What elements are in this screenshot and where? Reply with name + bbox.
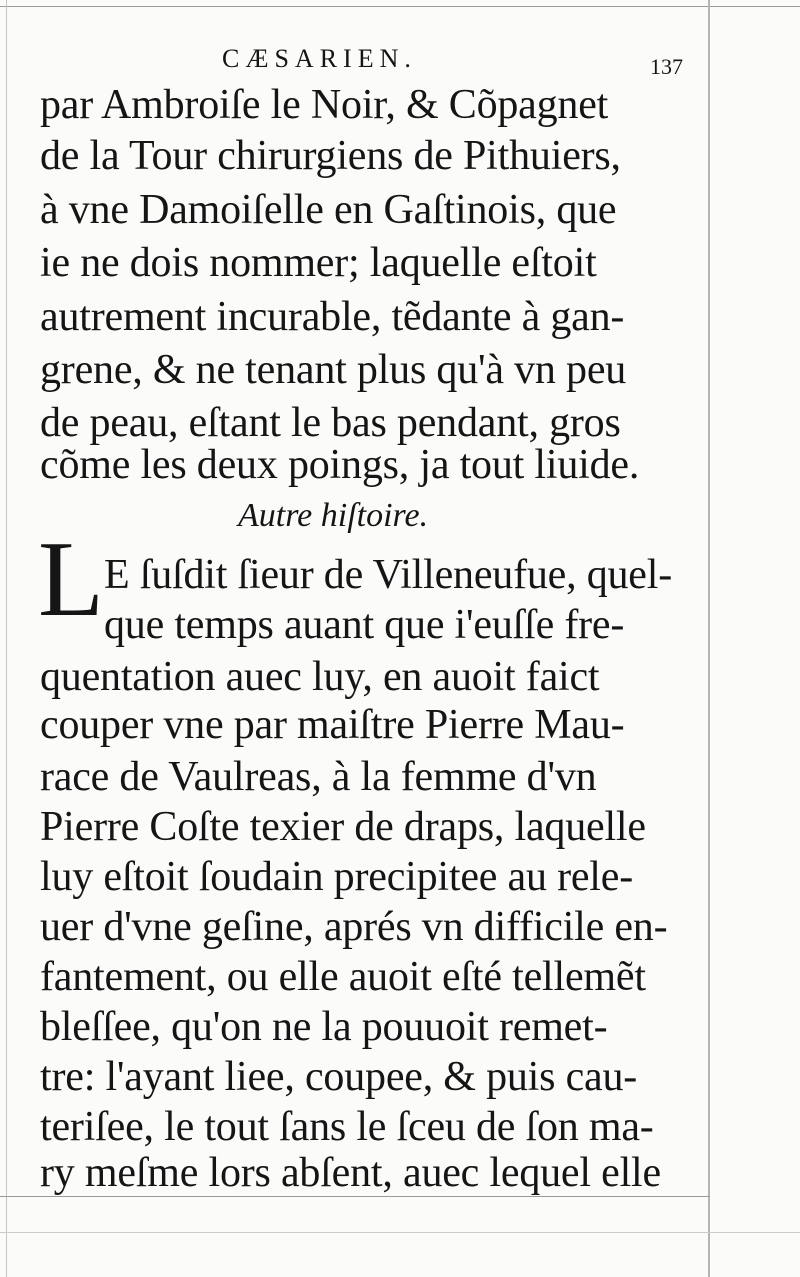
text-line: bleſſee, qu'on ne la pouuoit remet- — [40, 1004, 608, 1050]
text-line: ie ne dois nommer; laquelle eſtoit — [40, 240, 597, 286]
text-line: ry meſme lors abſent, auec lequel elle — [40, 1150, 661, 1196]
text-line: de la Tour chirurgiens de Pithuiers, — [40, 133, 621, 179]
text-line-indented: que temps auant que i'euſſe fre- — [104, 602, 625, 648]
scan-edge-right — [708, 0, 710, 1277]
text-line: race de Vaulreas, à la femme d'vn — [40, 754, 597, 800]
text-line: luy eſtoit ſoudain precipitee au rele- — [40, 854, 633, 900]
text-line: à vne Damoiſelle en Gaſtinois, que — [40, 187, 617, 233]
scan-edge-left — [6, 0, 7, 1277]
text-line: cõme les deux poings, ja tout liuide. — [40, 442, 640, 488]
text-line: quentation auec luy, en auoit faict — [40, 654, 600, 700]
text-line: couper vne par maiſtre Pierre Mau- — [40, 702, 625, 748]
text-line: grene, & ne tenant plus qu'à vn peu — [40, 347, 627, 393]
text-line: autrement incurable, tẽdante à gan- — [40, 294, 625, 340]
text-line: Pierre Coſte texier de draps, laquelle — [40, 804, 646, 850]
section-heading: Autre hiſtoire. — [238, 497, 429, 534]
scan-edge-bottom-outer — [0, 1232, 800, 1233]
scan-edge-top — [0, 6, 800, 7]
text-line-indented: E ſuſdit ſieur de Villeneufue, quel- — [104, 552, 673, 598]
text-line: uer d'vne geſine, aprés vn difficile en- — [40, 904, 668, 950]
running-head: CÆSARIEN. — [222, 44, 417, 73]
text-line: tre: l'ayant liee, coupee, & puis cau- — [40, 1054, 638, 1100]
text-line: teriſee, le tout ſans le ſceu de ſon ma- — [40, 1104, 654, 1150]
text-line: de peau, eſtant le bas pendant, gros — [40, 400, 621, 446]
drop-cap: L — [38, 520, 104, 639]
text-line: par Ambroiſe le Noir, & Cõpagnet — [40, 82, 609, 128]
text-line: fantement, ou elle auoit eſté tellemẽt — [40, 954, 646, 1000]
page-number: 137 — [650, 54, 683, 79]
